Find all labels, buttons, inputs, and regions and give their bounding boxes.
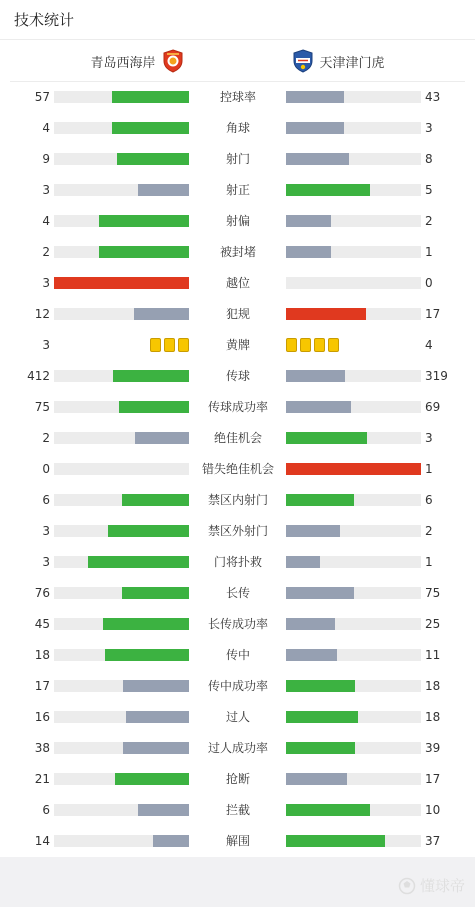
home-bar-track: [54, 184, 189, 196]
stat-row: [0, 175, 475, 206]
home-value: 45: [34, 617, 50, 631]
away-bar-fill: [286, 463, 421, 475]
home-value: 9: [42, 152, 50, 166]
home-value: 17: [34, 679, 50, 693]
away-value: 1: [425, 462, 433, 476]
footer: [0, 857, 475, 907]
away-value: 3: [425, 121, 433, 135]
home-bar-fill: [122, 587, 190, 599]
away-value: 75: [425, 586, 441, 600]
home-value: 3: [42, 555, 50, 569]
home-value: 3: [42, 183, 50, 197]
away-bar-track: [286, 618, 421, 630]
away-value: 18: [425, 710, 441, 724]
stat-row: [0, 578, 475, 609]
away-bar-track: [286, 587, 421, 599]
home-bar-track: [54, 835, 189, 847]
away-value: 4: [425, 338, 433, 352]
home-bar-fill: [119, 401, 189, 413]
away-value: 25: [425, 617, 441, 631]
home-value: 12: [34, 307, 50, 321]
stat-label: 黄牌: [225, 338, 250, 352]
stat-row: [0, 361, 475, 392]
away-bar-fill: [286, 742, 355, 754]
home-bar-track: [54, 215, 189, 227]
away-bar-fill: [286, 618, 335, 630]
away-bar-fill: [286, 587, 354, 599]
home-value: 76: [34, 586, 50, 600]
stat-label: 长传成功率: [207, 617, 268, 631]
home-bar-fill: [108, 525, 189, 537]
home-yellow-cards: [150, 338, 189, 352]
away-bar-fill: [286, 556, 320, 568]
stat-row: [0, 237, 475, 268]
away-value: 6: [425, 493, 433, 507]
away-value: 2: [425, 214, 433, 228]
home-bar-track: [54, 556, 189, 568]
stat-row: [0, 392, 475, 423]
away-bar-track: [286, 773, 421, 785]
home-bar-track: [54, 432, 189, 444]
away-value: 43: [425, 90, 441, 104]
stat-label: 过人成功率: [207, 741, 268, 755]
away-bar-track: [286, 184, 421, 196]
away-bar-fill: [286, 370, 345, 382]
home-bar-fill: [153, 835, 189, 847]
yellow-card-icon: [328, 338, 339, 352]
stat-label: 传中成功率: [207, 679, 268, 693]
stat-row: [0, 206, 475, 237]
home-bar-fill: [123, 680, 189, 692]
stat-row: [0, 485, 475, 516]
home-bar-track: [54, 463, 189, 475]
stat-row: [0, 268, 475, 299]
stat-row: [0, 733, 475, 764]
away-bar-fill: [286, 773, 347, 785]
away-value: 8: [425, 152, 433, 166]
home-bar-fill: [112, 122, 189, 134]
home-bar-track: [54, 153, 189, 165]
home-value: 412: [27, 369, 50, 383]
stat-label: 过人: [225, 710, 250, 724]
away-value: 17: [425, 307, 441, 321]
home-bar-fill: [135, 432, 189, 444]
away-value: 11: [425, 648, 441, 662]
home-team-crest-icon: [162, 49, 184, 73]
yellow-card-icon: [164, 338, 175, 352]
home-bar-fill: [99, 215, 189, 227]
away-bar-track: [286, 153, 421, 165]
away-bar-track: [286, 401, 421, 413]
home-bar-track: [54, 804, 189, 816]
home-bar-fill: [99, 246, 189, 258]
section-header: [0, 0, 475, 40]
away-value: 18: [425, 679, 441, 693]
away-bar-fill: [286, 525, 340, 537]
yellow-card-icon: [314, 338, 325, 352]
away-bar-fill: [286, 153, 349, 165]
home-value: 6: [42, 803, 50, 817]
stat-label: 错失绝佳机会: [201, 462, 274, 476]
home-bar-fill: [103, 618, 189, 630]
home-bar-track: [54, 742, 189, 754]
away-bar-track: [286, 277, 421, 289]
away-bar-track: [286, 711, 421, 723]
stat-label: 射偏: [225, 214, 250, 228]
home-bar-fill: [138, 184, 189, 196]
home-bar-track: [54, 680, 189, 692]
stat-label: 射正: [225, 183, 250, 197]
home-value: 3: [42, 524, 50, 538]
home-value: 3: [42, 338, 50, 352]
stat-label: 越位: [225, 276, 250, 290]
home-value: 21: [34, 772, 50, 786]
away-bar-fill: [286, 246, 331, 258]
away-bar-track: [286, 432, 421, 444]
section-title: 技术统计: [14, 11, 75, 29]
stat-row: [0, 795, 475, 826]
away-bar-track: [286, 215, 421, 227]
away-bar-fill: [286, 184, 370, 196]
home-bar-fill: [115, 773, 189, 785]
away-team-name: 天津津门虎: [319, 55, 385, 71]
home-bar-track: [54, 401, 189, 413]
away-bar-fill: [286, 649, 337, 661]
home-bar-track: [54, 246, 189, 258]
away-bar-track: [286, 122, 421, 134]
home-bar-track: [54, 649, 189, 661]
away-bar-track: [286, 804, 421, 816]
stat-label: 门将扑救: [213, 555, 262, 569]
home-bar-fill: [126, 711, 189, 723]
away-bar-fill: [286, 401, 351, 413]
stat-label: 解围: [225, 834, 250, 848]
home-value: 38: [34, 741, 50, 755]
stat-label: 犯规: [225, 307, 250, 321]
home-value: 0: [42, 462, 50, 476]
home-value: 2: [42, 245, 50, 259]
home-bar-fill: [105, 649, 189, 661]
away-bar-track: [286, 463, 421, 475]
stat-row: [0, 516, 475, 547]
stat-row: [0, 330, 475, 361]
away-bar-track: [286, 556, 421, 568]
home-value: 14: [34, 834, 50, 848]
stat-label: 禁区外射门: [207, 524, 268, 538]
away-value: 0: [425, 276, 433, 290]
stat-label: 绝佳机会: [213, 431, 262, 445]
home-bar-track: [54, 587, 189, 599]
away-bar-track: [286, 308, 421, 320]
away-value: 1: [425, 555, 433, 569]
away-value: 2: [425, 524, 433, 538]
home-bar-fill: [112, 91, 189, 103]
home-bar-track: [54, 91, 189, 103]
stat-row: [0, 144, 475, 175]
home-bar-fill: [134, 308, 189, 320]
stat-label: 控球率: [219, 90, 256, 104]
stat-row: [0, 82, 475, 113]
ball-icon: [398, 877, 416, 895]
home-bar-track: [54, 525, 189, 537]
home-value: 16: [34, 710, 50, 724]
away-team[interactable]: [238, 41, 466, 81]
away-bar-track: [286, 494, 421, 506]
stat-row: [0, 640, 475, 671]
home-bar-track: [54, 370, 189, 382]
home-team-name: 青岛西海岸: [90, 55, 156, 71]
stat-row: [0, 826, 475, 857]
yellow-card-icon: [286, 338, 297, 352]
stat-row: [0, 423, 475, 454]
away-team-crest-icon: [292, 49, 314, 73]
away-value: 10: [425, 803, 441, 817]
away-bar-fill: [286, 494, 354, 506]
home-bar-track: [54, 773, 189, 785]
stat-row: [0, 299, 475, 330]
watermark-text: 懂球帝: [419, 877, 465, 895]
stat-row: [0, 609, 475, 640]
stat-row: [0, 764, 475, 795]
away-value: 3: [425, 431, 433, 445]
home-bar-track: [54, 494, 189, 506]
yellow-card-icon: [150, 338, 161, 352]
stats-list: [0, 82, 475, 857]
stat-row: [0, 702, 475, 733]
away-value: 319: [425, 369, 448, 383]
away-value: 37: [425, 834, 441, 848]
home-value: 6: [42, 493, 50, 507]
away-bar-fill: [286, 122, 344, 134]
home-value: 18: [34, 648, 50, 662]
stat-row: [0, 547, 475, 578]
home-bar-fill: [54, 277, 189, 289]
away-bar-track: [286, 525, 421, 537]
away-bar-track: [286, 91, 421, 103]
home-bar-fill: [138, 804, 189, 816]
away-bar-fill: [286, 215, 331, 227]
away-bar-fill: [286, 91, 344, 103]
away-value: 69: [425, 400, 441, 414]
home-value: 4: [42, 214, 50, 228]
away-bar-fill: [286, 308, 366, 320]
stat-label: 长传: [225, 586, 250, 600]
away-bar-fill: [286, 835, 385, 847]
away-bar-track: [286, 680, 421, 692]
stat-row: [0, 454, 475, 485]
stat-label: 拦截: [225, 803, 250, 817]
away-value: 1: [425, 245, 433, 259]
home-bar-track: [54, 711, 189, 723]
away-bar-fill: [286, 680, 355, 692]
away-bar-track: [286, 370, 421, 382]
stat-label: 角球: [225, 121, 250, 135]
away-bar-track: [286, 649, 421, 661]
stat-row: [0, 113, 475, 144]
stat-label: 传球成功率: [207, 400, 268, 414]
stat-label: 抢断: [225, 772, 250, 786]
home-value: 4: [42, 121, 50, 135]
home-bar-track: [54, 277, 189, 289]
away-bar-track: [286, 835, 421, 847]
stat-row: [0, 671, 475, 702]
home-value: 3: [42, 276, 50, 290]
home-value: 75: [34, 400, 50, 414]
home-bar-fill: [123, 742, 189, 754]
home-bar-track: [54, 122, 189, 134]
home-team[interactable]: [10, 41, 238, 81]
away-bar-fill: [286, 432, 367, 444]
home-value: 2: [42, 431, 50, 445]
away-value: 17: [425, 772, 441, 786]
away-value: 39: [425, 741, 441, 755]
stat-label: 传球: [225, 369, 250, 383]
away-value: 5: [425, 183, 433, 197]
stat-label: 被封堵: [219, 245, 256, 259]
stat-label: 禁区内射门: [207, 493, 268, 507]
yellow-card-icon: [300, 338, 311, 352]
away-bar-fill: [286, 711, 358, 723]
yellow-card-icon: [178, 338, 189, 352]
away-bar-track: [286, 742, 421, 754]
home-bar-fill: [122, 494, 190, 506]
home-bar-track: [54, 308, 189, 320]
home-bar-track: [54, 618, 189, 630]
home-bar-fill: [117, 153, 189, 165]
away-bar-fill: [286, 804, 370, 816]
stat-label: 传中: [225, 648, 250, 662]
away-bar-track: [286, 246, 421, 258]
stat-label: 射门: [225, 152, 250, 166]
watermark: [398, 875, 465, 896]
teams-bar: [10, 41, 465, 82]
away-yellow-cards: [286, 338, 339, 352]
home-bar-fill: [88, 556, 189, 568]
home-value: 57: [34, 90, 50, 104]
home-bar-fill: [113, 370, 189, 382]
